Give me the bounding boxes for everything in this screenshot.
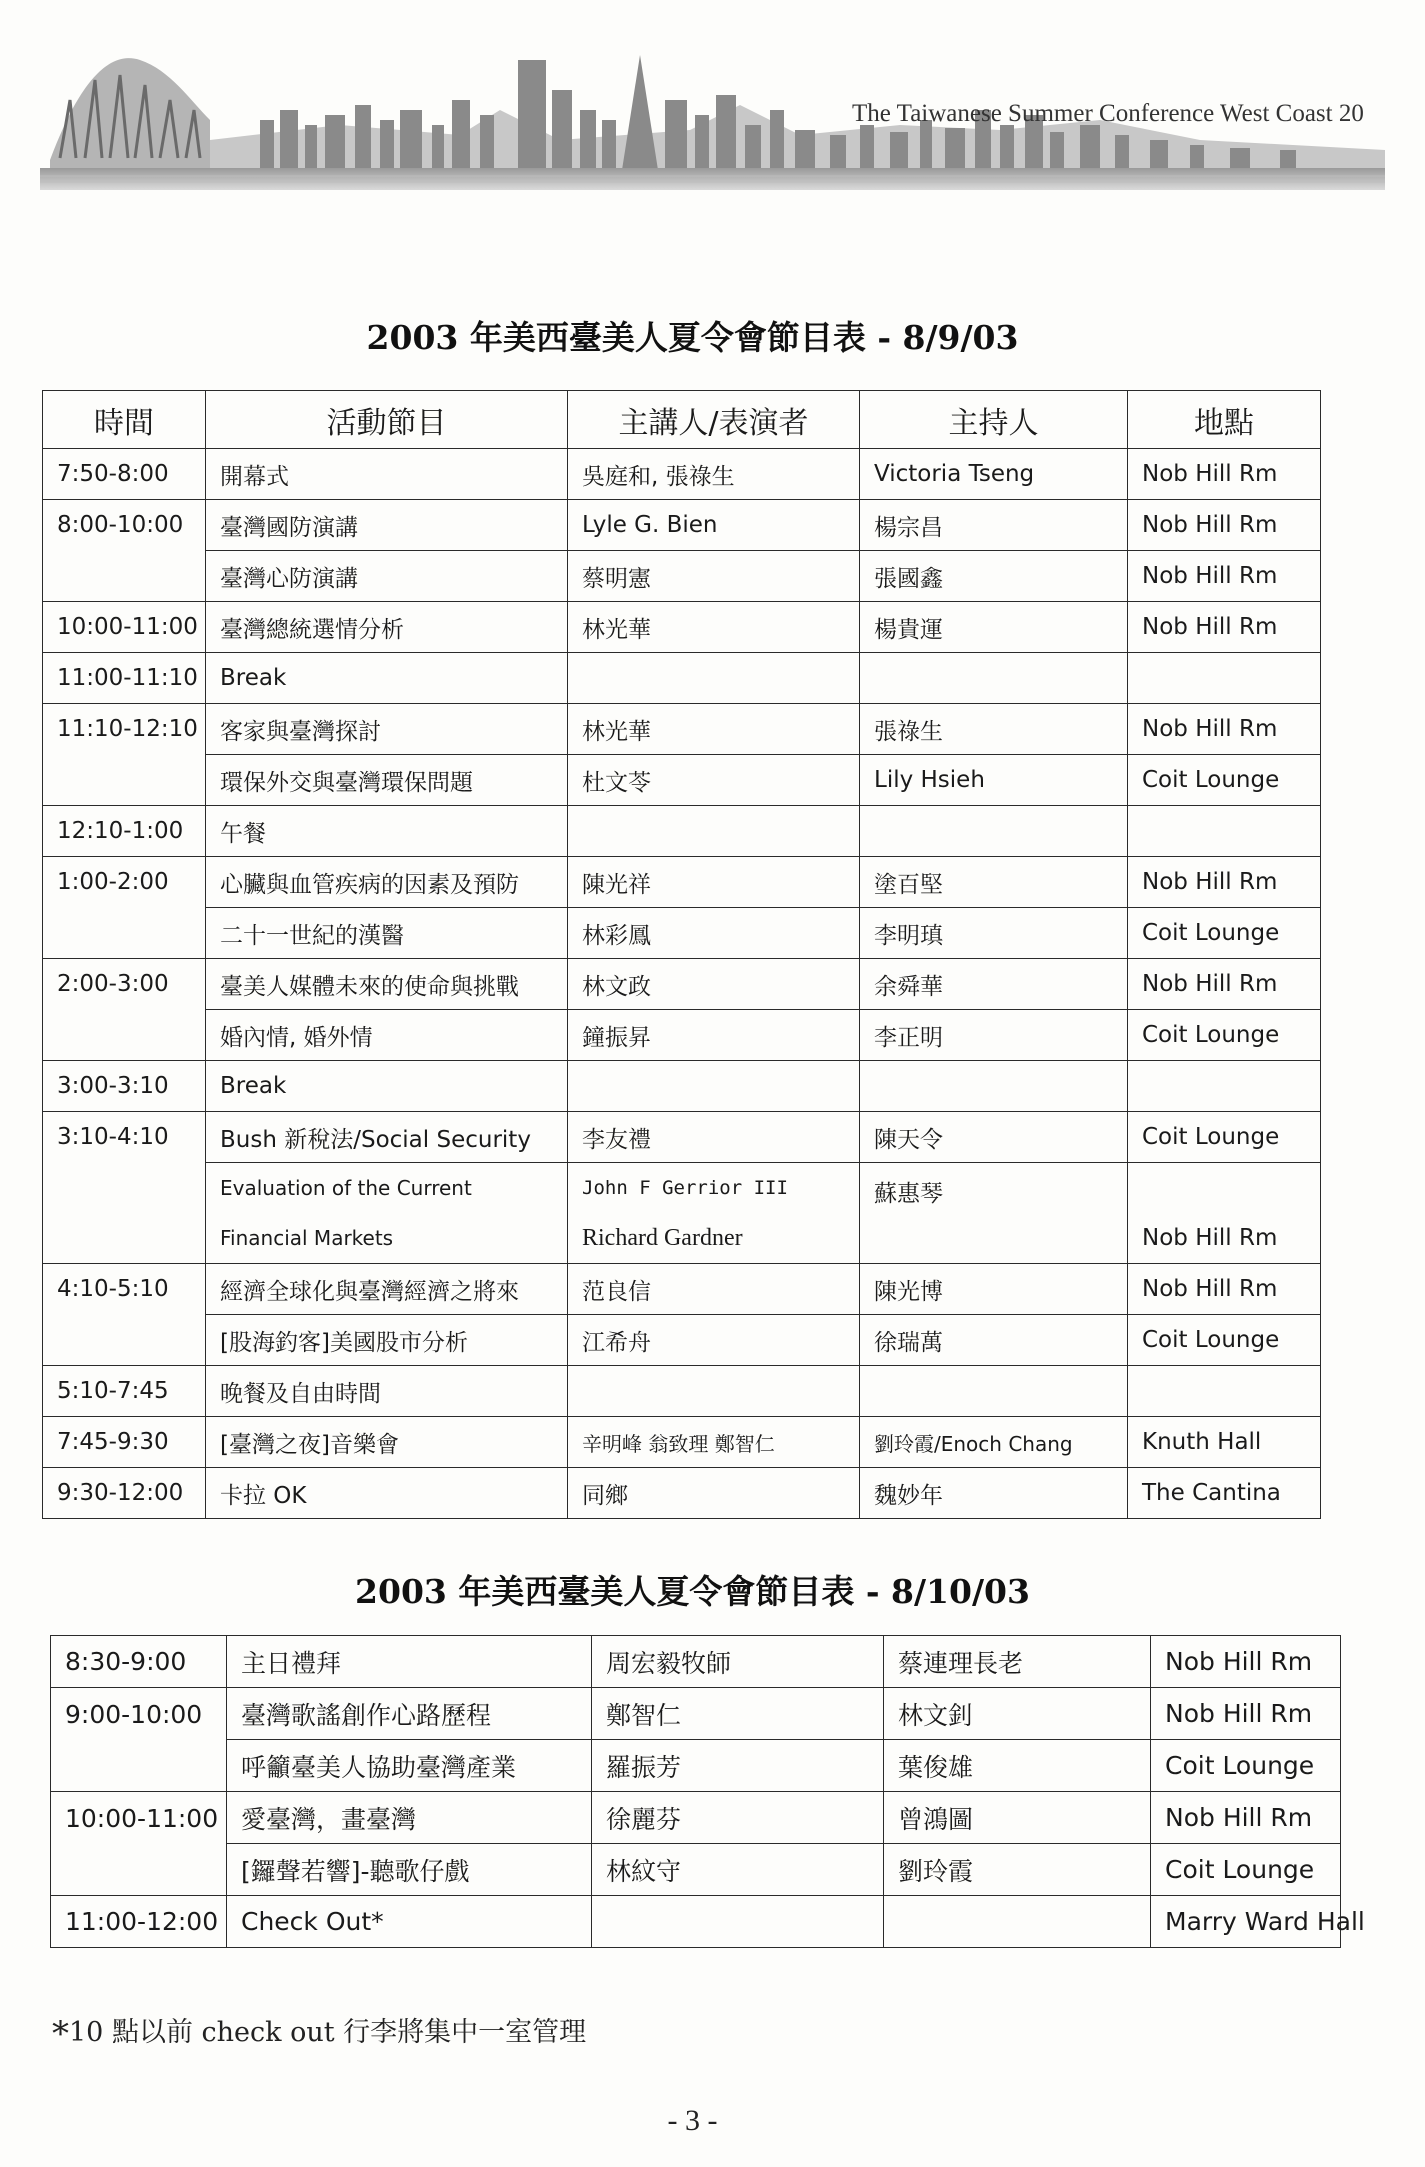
event-cell: 午餐	[206, 806, 568, 857]
table-row	[51, 1636, 1341, 1688]
venue-cell: Nob Hill Rm	[1151, 1688, 1341, 1740]
venue-cell	[1128, 653, 1321, 704]
header-speaker: 主講人/表演者	[568, 391, 860, 449]
header-venue: 地點	[1128, 391, 1321, 449]
host-cell: 林文釗	[884, 1688, 1151, 1740]
time-cell: 3:00-3:10	[43, 1061, 206, 1112]
event-cell: 心臟與血管疾病的因素及預防	[206, 857, 568, 908]
event-cell	[206, 1163, 568, 1264]
speaker-cell	[568, 1366, 860, 1417]
speaker-cell: 陳光祥	[568, 857, 860, 908]
speaker-cell: 江希舟	[568, 1315, 860, 1366]
speaker-cell: 周宏毅牧師	[592, 1636, 884, 1688]
host-cell: 塗百堅	[860, 857, 1128, 908]
time-cell: 11:10-12:10	[43, 704, 206, 806]
table-row	[43, 1417, 1321, 1468]
speaker-line-1: John F Gerrior III	[582, 1177, 788, 1199]
venue-cell: Nob Hill Rm	[1151, 1792, 1341, 1844]
time-cell: 9:30-12:00	[43, 1468, 206, 1519]
venue-cell: Nob Hill Rm	[1128, 1163, 1321, 1264]
time-cell: 5:10-7:45	[43, 1366, 206, 1417]
host-cell: 蔡連理長老	[884, 1636, 1151, 1688]
venue-cell: Coit Lounge	[1128, 1010, 1321, 1061]
footnote-text: 10 點以前 check out 行李將集中一室管理	[69, 2017, 587, 2048]
speaker-cell: 徐麗芬	[592, 1792, 884, 1844]
event-cell: 愛臺灣，畫臺灣	[227, 1792, 592, 1844]
time-cell: 3:10-4:10	[43, 1112, 206, 1264]
event-cell: 臺灣總統選情分析	[206, 602, 568, 653]
table-row	[43, 755, 1321, 806]
schedule-table-8-9	[42, 390, 1321, 1519]
time-cell: 11:00-12:00	[51, 1896, 227, 1948]
table-row	[43, 1315, 1321, 1366]
table-row	[43, 653, 1321, 704]
table-row	[43, 1264, 1321, 1315]
table-row	[51, 1844, 1341, 1896]
time-cell: 1:00-2:00	[43, 857, 206, 959]
host-cell	[860, 1061, 1128, 1112]
host-cell: 劉玲霞/Enoch Chang	[860, 1417, 1128, 1468]
table-row	[43, 602, 1321, 653]
speaker-cell: 林彩鳳	[568, 908, 860, 959]
table-row	[43, 449, 1321, 500]
venue-cell	[1128, 1061, 1321, 1112]
venue-cell: Nob Hill Rm	[1128, 1264, 1321, 1315]
time-cell: 8:30-9:00	[51, 1636, 227, 1688]
time-cell: 11:00-11:10	[43, 653, 206, 704]
time-cell: 7:50-8:00	[43, 449, 206, 500]
speaker-cell	[592, 1896, 884, 1948]
header-host: 主持人	[860, 391, 1128, 449]
table-row	[43, 806, 1321, 857]
table-row	[43, 551, 1321, 602]
host-cell: Victoria Tseng	[860, 449, 1128, 500]
table-row	[43, 908, 1321, 959]
speaker-cell: 蔡明憲	[568, 551, 860, 602]
table-row	[43, 500, 1321, 551]
table-row	[43, 959, 1321, 1010]
host-cell: 魏妙年	[860, 1468, 1128, 1519]
speaker-cell: 鄭智仁	[592, 1688, 884, 1740]
event-cell: 臺灣歌謠創作心路歷程	[227, 1688, 592, 1740]
speaker-cell	[568, 1061, 860, 1112]
host-cell: 楊宗昌	[860, 500, 1128, 551]
table-row	[43, 1010, 1321, 1061]
speaker-cell: 鐘振昇	[568, 1010, 860, 1061]
event-cell: Check Out*	[227, 1896, 592, 1948]
table-row	[43, 1163, 1321, 1264]
event-cell: 二十一世紀的漢醫	[206, 908, 568, 959]
time-cell: 10:00-11:00	[51, 1792, 227, 1896]
host-cell: 陳光博	[860, 1264, 1128, 1315]
speaker-cell: Lyle G. Bien	[568, 500, 860, 551]
time-cell: 4:10-5:10	[43, 1264, 206, 1366]
host-cell: 張國鑫	[860, 551, 1128, 602]
table-row	[51, 1896, 1341, 1948]
speaker-cell	[568, 653, 860, 704]
speaker-cell: 林光華	[568, 602, 860, 653]
event-cell: 客家與臺灣探討	[206, 704, 568, 755]
event-cell: [股海釣客]美國股市分析	[206, 1315, 568, 1366]
speaker-cell	[568, 806, 860, 857]
skyline-banner	[40, 40, 1385, 190]
venue-cell: Nob Hill Rm	[1128, 551, 1321, 602]
time-cell: 10:00-11:00	[43, 602, 206, 653]
time-cell: 7:45-9:30	[43, 1417, 206, 1468]
speaker-cell: 杜文苓	[568, 755, 860, 806]
event-cell: Bush 新稅法/Social Security	[206, 1112, 568, 1163]
time-cell: 12:10-1:00	[43, 806, 206, 857]
venue-cell: Nob Hill Rm	[1128, 959, 1321, 1010]
event-cell: 經濟全球化與臺灣經濟之將來	[206, 1264, 568, 1315]
host-cell	[860, 653, 1128, 704]
venue-cell: Coit Lounge	[1128, 908, 1321, 959]
venue-cell: Nob Hill Rm	[1128, 602, 1321, 653]
host-cell: Lily Hsieh	[860, 755, 1128, 806]
table-row	[43, 1468, 1321, 1519]
event-line-1: Evaluation of the Current	[220, 1176, 472, 1200]
host-cell: 李正明	[860, 1010, 1128, 1061]
host-cell: 劉玲霞	[884, 1844, 1151, 1896]
event-cell: 臺美人媒體未來的使命與挑戰	[206, 959, 568, 1010]
speaker-cell: 吳庭和, 張祿生	[568, 449, 860, 500]
event-cell: 主日禮拜	[227, 1636, 592, 1688]
host-cell: 張祿生	[860, 704, 1128, 755]
host-cell: 曾鴻圖	[884, 1792, 1151, 1844]
speaker-cell: 同鄉	[568, 1468, 860, 1519]
host-cell	[860, 806, 1128, 857]
venue-cell: Coit Lounge	[1151, 1844, 1341, 1896]
table-row	[43, 704, 1321, 755]
event-cell: 卡拉 OK	[206, 1468, 568, 1519]
venue-cell: The Cantina	[1128, 1468, 1321, 1519]
speaker-cell: 林文政	[568, 959, 860, 1010]
schedule-table-8-10	[50, 1635, 1365, 1948]
event-cell: 臺灣國防演講	[206, 500, 568, 551]
table-header-row	[43, 391, 1321, 449]
time-cell: 8:00-10:00	[43, 500, 206, 602]
event-cell: 臺灣心防演講	[206, 551, 568, 602]
time-cell: 9:00-10:00	[51, 1688, 227, 1792]
header-time: 時間	[43, 391, 206, 449]
table-row	[43, 857, 1321, 908]
schedule-title-8-10: 2003 年美西臺美人夏令會節目表 - 8/10/03	[355, 1572, 1030, 1611]
event-cell: [鑼聲若響]-聽歌仔戲	[227, 1844, 592, 1896]
venue-cell	[1128, 806, 1321, 857]
host-cell: 陳天令	[860, 1112, 1128, 1163]
host-cell: 楊貴運	[860, 602, 1128, 653]
venue-cell: Coit Lounge	[1151, 1740, 1341, 1792]
host-cell	[884, 1896, 1151, 1948]
footnote	[52, 2010, 586, 2054]
speaker-cell	[568, 1163, 860, 1264]
speaker-cell: 辛明峰 翁致理 鄭智仁	[568, 1417, 860, 1468]
speaker-cell: 林光華	[568, 704, 860, 755]
event-cell: 晚餐及自由時間	[206, 1366, 568, 1417]
venue-cell: Nob Hill Rm	[1128, 500, 1321, 551]
table-row	[43, 1112, 1321, 1163]
venue-cell: Nob Hill Rm	[1151, 1636, 1341, 1688]
conference-name: The Taiwanese Summer Conference West Coast 20	[852, 100, 1364, 127]
table-row	[51, 1792, 1341, 1844]
table-row	[43, 1366, 1321, 1417]
speaker-cell: 李友禮	[568, 1112, 860, 1163]
venue-cell: Nob Hill Rm	[1128, 449, 1321, 500]
time-cell: 2:00-3:00	[43, 959, 206, 1061]
schedule-title-8-9: 2003 年美西臺美人夏令會節目表 - 8/9/03	[366, 318, 1019, 357]
speaker-cell: 林紋守	[592, 1844, 884, 1896]
event-cell: [臺灣之夜]音樂會	[206, 1417, 568, 1468]
event-cell: Break	[206, 653, 568, 704]
footnote-asterisk: *	[52, 2014, 69, 2054]
speaker-cell: 范良信	[568, 1264, 860, 1315]
venue-cell: Coit Lounge	[1128, 755, 1321, 806]
page-number: - 3 -	[667, 2104, 718, 2137]
event-line-2: Financial Markets	[220, 1226, 394, 1250]
event-cell: 環保外交與臺灣環保問題	[206, 755, 568, 806]
host-cell: 葉俊雄	[884, 1740, 1151, 1792]
speaker-line-2: Richard Gardner	[582, 1225, 743, 1251]
table-row	[51, 1740, 1341, 1792]
venue-cell	[1128, 1366, 1321, 1417]
event-cell: Break	[206, 1061, 568, 1112]
host-cell: 余舜華	[860, 959, 1128, 1010]
table-row	[51, 1688, 1341, 1740]
event-cell: 呼籲臺美人協助臺灣產業	[227, 1740, 592, 1792]
venue-cell: Knuth Hall	[1128, 1417, 1321, 1468]
speaker-cell: 羅振芳	[592, 1740, 884, 1792]
venue-cell: Marry Ward Hall	[1151, 1896, 1341, 1948]
table-row	[43, 1061, 1321, 1112]
host-cell: 李明瑱	[860, 908, 1128, 959]
event-cell: 開幕式	[206, 449, 568, 500]
venue-cell: Coit Lounge	[1128, 1112, 1321, 1163]
host-cell: 徐瑞萬	[860, 1315, 1128, 1366]
event-cell: 婚內情, 婚外情	[206, 1010, 568, 1061]
venue-cell: Nob Hill Rm	[1128, 704, 1321, 755]
host-cell: 蘇惠琴	[860, 1163, 1128, 1264]
header-event: 活動節目	[206, 391, 568, 449]
venue-cell: Coit Lounge	[1128, 1315, 1321, 1366]
venue-cell: Nob Hill Rm	[1128, 857, 1321, 908]
host-cell	[860, 1366, 1128, 1417]
